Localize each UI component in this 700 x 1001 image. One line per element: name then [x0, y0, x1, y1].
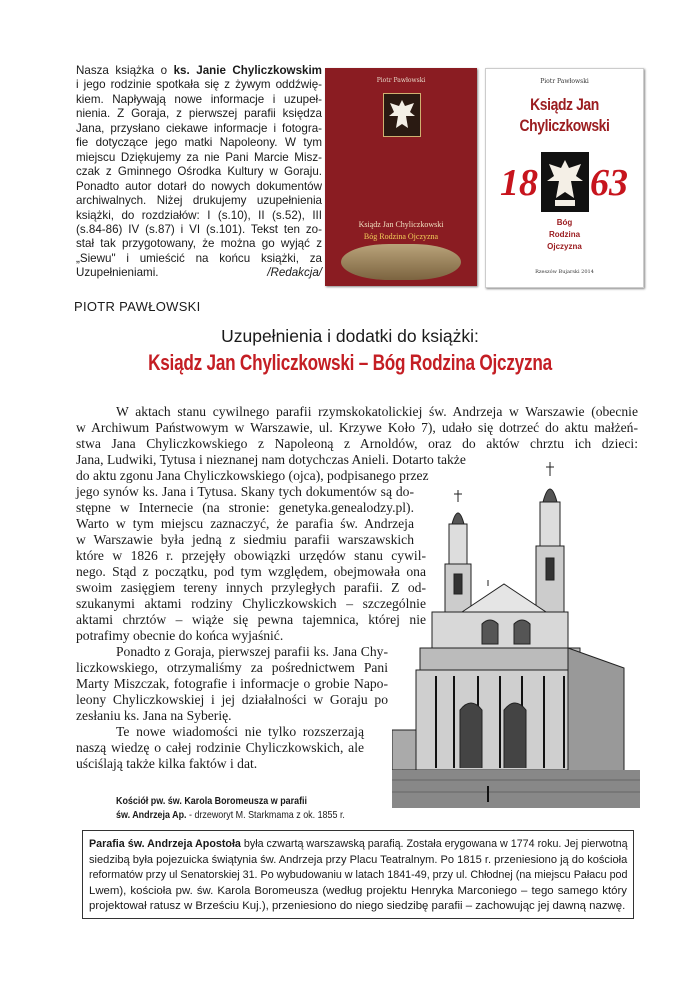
- body-line: stępne w Internecie (na stronie: genetyka.genealodzy.pl).: [76, 500, 414, 515]
- body-line: do aktu zgonu Jana Chyliczkowskiego (ojca), podpisanego przez: [76, 468, 429, 483]
- body-line: nego. Stąd z początku, pod tym względem, obejmowała ona: [76, 564, 426, 579]
- body-line: w Warszawie była jedną z siedmiu parafii warszawskich: [76, 532, 414, 547]
- intro-line: książki, do rozdziałów: I (s.10), II (s.52), III: [76, 208, 322, 222]
- book-cover-right: [485, 68, 644, 288]
- cover-word-3: Ojczyzna: [547, 242, 582, 251]
- intro-line: fie dotyczące jego matki Napoleony. W tym: [76, 136, 322, 150]
- body-line: Ponadto z Goraja, pierwszej parafii ks. Jana Chy-: [116, 644, 388, 659]
- body-line: leony Chyliczkowskiej i jej działalności w Goraju po: [76, 692, 388, 707]
- caption-line-1: Kościół pw. św. Karola Boromeusza w parafii: [116, 796, 308, 807]
- church-engraving: [392, 462, 640, 810]
- infobox-line: Parafia św. Andrzeja Apostoła była czwartą warszawską parafią. Została erygowana w 1774 roku. Jej pierwotną: [89, 838, 628, 850]
- body-line: jego synów ks. Jana i Tytusa. Skany tych dokumentów są do-: [76, 484, 414, 499]
- cover-year-right: 63: [590, 162, 628, 204]
- body-line: w Archiwum Państwowym w Warszawie, ul. Krzywe Koło 7), udało się dotrzeć do aktu małżeń-: [76, 420, 638, 435]
- cover-left-subtitle: Bóg Rodzina Ojczyzna: [363, 232, 439, 241]
- intro-line: Nasza książka o ks. Janie Chyliczkowskim: [76, 64, 322, 77]
- intro-line: miejscu Dziękujemy za nie Pani Marcie Misz-: [76, 150, 322, 164]
- engraving-caption: [116, 795, 345, 823]
- body-line: Jana, Ludwiki, Tytusa i nieznanej nam dotychczas Anieli. Dotarto także: [76, 452, 466, 467]
- eagle-emblem-icon: [383, 93, 421, 137]
- infobox-line: projektował ratusz w Brześciu Kuj.), przeniesiono do niego siedzibę parafii – zachowując jej dawną nazwę.: [89, 900, 626, 912]
- body-line: aktami chrztów – wiąże się pewna tajemnica, której nie: [76, 612, 426, 627]
- intro-line: nienia. Z Goraja, z pierwszej parafii księdza: [76, 107, 322, 121]
- intro-line: (s.84-86) IV (s.87) i VI (s.101). Tekst ten zo-: [76, 222, 322, 236]
- body-line: stwa Jana Chyliczkowskiego z Napoleoną z Arnoldów, oraz do aktów chrztu ich dzieci:: [76, 436, 638, 451]
- editorial-signature: /Redakcja/: [267, 266, 322, 280]
- cover-right-author: Piotr Pawłowski: [540, 78, 589, 85]
- intro-line: archiwalnych. Niżej drukujemy uzupełnienia: [76, 194, 322, 208]
- caption-line-2-rest: - drzeworyt M. Starkmama z ok. 1855 r.: [186, 810, 345, 821]
- cover-right-title-line1: Ksiądz Jan: [530, 95, 599, 114]
- body-line: Te nowe wiadomości nie tylko rozszerzają: [116, 724, 364, 739]
- body-line: naszą wiedzę o całej rodzinie Chyliczkowskich, ale: [76, 740, 364, 755]
- cover-left-title: Ksiądz Jan Chyliczkowski: [358, 220, 444, 229]
- body-line: Warto w tym miejscu zaznaczyć, że parafia św. Andrzeja: [76, 516, 414, 531]
- cover-right-title-line2: Chyliczkowski: [519, 116, 610, 135]
- cover-word-2: Rodzina: [548, 230, 581, 239]
- body-line: Marty Miszczak, fotografie i informacje o grobie Napo-: [76, 676, 388, 691]
- infobox-line: Lwem), kościoła pw. św. Karola Boromeusza (według projektu Henryka Marconiego – tego samego który: [89, 884, 627, 897]
- caption-line-2-bold: św. Andrzeja Ap.: [116, 810, 187, 821]
- intro-line: kiem. Napływają nowe informacje i uzupeł-: [76, 92, 322, 106]
- intro-line: Ponadto autor dotarł do nowych dokumentów: [76, 179, 322, 193]
- intro-line: Jana, przysłano ciekawe informacje i fotogra-: [76, 121, 322, 135]
- article-title: Ksiądz Jan Chyliczkowski – Bóg Rodzina Ojczyzna: [148, 350, 552, 375]
- body-line: zesłaniu ks. Jana na Syberię.: [76, 708, 232, 723]
- intro-note: [76, 64, 322, 281]
- cover-left-photo: [341, 244, 461, 280]
- intro-line: czak z Gminnego Ośrodka Kultury w Goraju.: [76, 165, 322, 179]
- article-subtitle: Uzupełnienia i dodatki do książki:: [221, 326, 479, 346]
- intro-line: stał tak przygotowany, że można go wyjąć z: [76, 237, 322, 251]
- intro-line: „Siewu" i umieścić na końcu książki, za: [76, 251, 322, 265]
- intro-last-text: Uzupełnieniami.: [76, 266, 159, 280]
- intro-line-last: [76, 266, 322, 280]
- cover-left-author: Piotr Pawłowski: [376, 77, 426, 84]
- parish-info-box: [82, 830, 634, 919]
- body-line: swoim zasięgiem tereny innych przyległych parafii. Z od-: [76, 580, 426, 595]
- body-line: które w 1826 r. przejęły obowiązki urzędów stanu cywil-: [76, 548, 426, 563]
- body-line: potrafimy obecnie do końca wyjaśnić.: [76, 628, 284, 643]
- cover-word-1: Bóg: [556, 218, 573, 227]
- cover-year-left: 18: [500, 162, 538, 204]
- body-line: W aktach stanu cywilnego parafii rzymskokatolickiej św. Andrzeja w Warszawie (obecnie: [116, 404, 638, 419]
- intro-line: i jego rodzinie spotkała się z żywym oddźwię-: [76, 78, 322, 92]
- book-cover-left: [325, 68, 477, 286]
- infobox-line: siedzibą była pojezuicka świątynia św. Andrzeja przy Placu Teatralnym. Po 1815 r. przeniesiono ją do kościoła: [89, 853, 628, 866]
- article-author: PIOTR PAWŁOWSKI: [74, 299, 201, 314]
- cover-right-footer: Rzeszów Bujarski 2014: [535, 269, 594, 275]
- body-line: szukanymi aktami rodziny Chyliczkowskich – szczególnie: [76, 596, 426, 611]
- infobox-line: reformatów przy ul Senatorskiej 31. Po wybudowaniu w latach 1841-49, przy ul. Chłodnej (na miejscu Pałacu pod: [89, 869, 628, 881]
- body-line: liczkowskiego, otrzymaliśmy za pośrednictwem Pani: [76, 660, 388, 675]
- eagle-emblem-icon: [541, 152, 589, 212]
- body-line: uściślają także kilka faktów i dat.: [76, 756, 258, 771]
